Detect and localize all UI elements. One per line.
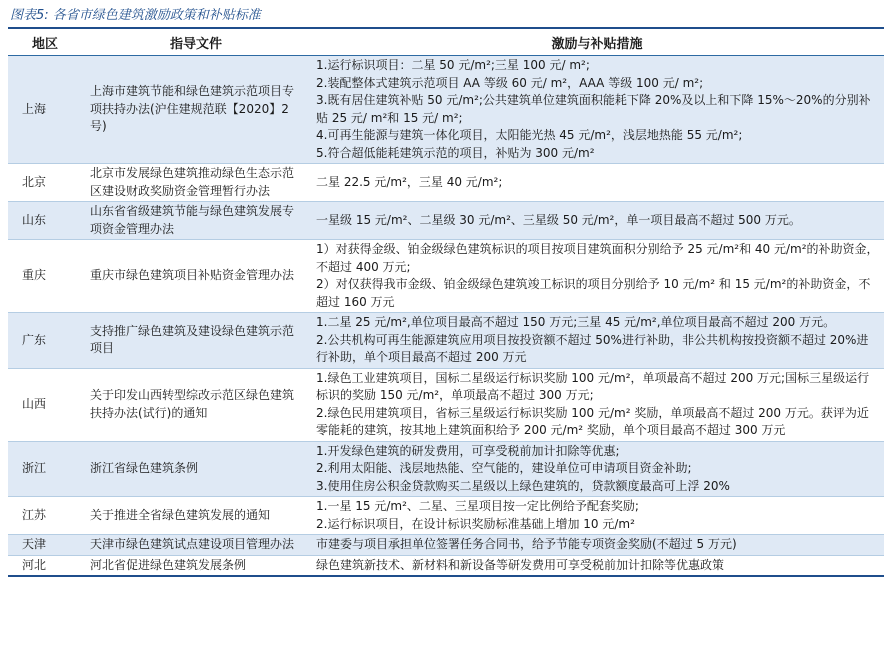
measures-cell (310, 164, 884, 202)
measure-item: 3.使用住房公积金贷款购买二星级以上绿色建筑的，贷款额度最高可上浮 20% (316, 478, 730, 493)
measures-cell (310, 56, 884, 164)
region-cell: 上海 (22, 101, 47, 116)
measure-item: 2.绿色民用建筑项目，省标三星级运行标识奖励 100 元/m² 奖励，单项最高不超过 200 万元。获评为近零能耗的建筑，按其地上建筑面积给予 200 元/m² 奖励，单个项目最高不超过 300 万元 (316, 405, 869, 437)
document-cell: 重庆市绿色建筑项目补贴资金管理办法 (90, 268, 295, 283)
header-region: 地区 (31, 36, 58, 52)
document-cell: 河北省促进绿色建筑发展条例 (90, 557, 247, 572)
measures-cell (310, 441, 884, 497)
measures-cell (310, 368, 884, 441)
measure-item: 2.公共机构可再生能源建筑应用项目按投资额不超过 50%进行补助，非公共机构按投资额不超过 20%进行补助，单个项目最高不超过 200 万元 (316, 332, 869, 364)
table-row (8, 56, 884, 164)
measure-item: 市建委与项目承担单位签署任务合同书，给予节能专项资金奖励(不超过 5 万元) (316, 537, 737, 551)
header-document: 指导文件 (169, 36, 222, 52)
table-row (8, 441, 884, 497)
measures-cell (310, 240, 884, 313)
region-cell: 北京 (22, 174, 47, 189)
measure-item: 2.运行标识项目，在设计标识奖励标准基础上增加 10 元/m² (316, 516, 635, 531)
measure-item: 1.运行标识项目：二星 50 元/m²;三星 100 元/ m²; (316, 58, 590, 72)
document-cell: 关于推进全省绿色建筑发展的通知 (90, 507, 271, 522)
region-cell: 天津 (22, 537, 47, 551)
measure-item: 1.开发绿色建筑的研发费用，可享受税前加计扣除等优惠; (316, 443, 620, 458)
document-cell: 上海市建筑节能和绿色建筑示范项目专项扶持办法(沪住建规范联【2020】2号) (90, 84, 295, 134)
table-row (8, 164, 884, 202)
region-cell: 江苏 (22, 507, 47, 522)
table-header (8, 28, 884, 56)
measure-item: 1.一星 15 元/m²、二星、三星项目按一定比例给予配套奖励; (316, 499, 639, 513)
table-row (8, 368, 884, 441)
measure-item: 2.装配整体式建筑示范项目 AA 等级 60 元/ m²，AAA 等级 100 元/ m²; (316, 75, 704, 90)
document-cell: 山东省省级建筑节能与绿色建筑发展专项资金管理办法 (90, 204, 295, 236)
table-row (8, 497, 884, 535)
header-measures: 激励与补贴措施 (551, 36, 643, 52)
measures-cell (310, 535, 884, 556)
document-cell: 关于印发山西转型综改示范区绿色建筑扶持办法(试行)的通知 (90, 388, 295, 420)
measure-item: 1）对获得金级、铂金级绿色建筑标识的项目按项目建筑面积分别给予 25 元/m²和 40 元/m²的补助资金，不超过 400 万元; (316, 242, 879, 274)
region-cell: 广东 (22, 332, 47, 347)
document-cell: 天津市绿色建筑试点建设项目管理办法 (90, 537, 295, 551)
measure-item: 1.二星 25 元/m²,单位项目最高不超过 150 万元;三星 45 元/m²,单位项目最高不超过 200 万元。 (316, 315, 836, 329)
region-cell: 河北 (22, 557, 47, 572)
region-cell: 山东 (22, 212, 47, 227)
table-row (8, 555, 884, 576)
table-row (8, 240, 884, 313)
document-cell: 支持推广绿色建筑及建设绿色建筑示范项目 (90, 323, 295, 356)
figure-title: 图表5: 各省市绿色建筑激励政策和补贴标准 (10, 8, 261, 23)
measure-item: 一星级 15 元/m²、二星级 30 元/m²、三星级 50 元/m²，单一项目最高不超过 500 万元。 (316, 212, 801, 227)
measures-cell (310, 555, 884, 576)
table-row (8, 535, 884, 556)
policy-table (8, 27, 884, 577)
measure-item: 3.既有居住建筑补贴 50 元/m²;公共建筑单位建筑面积能耗下降 20%及以上和下降 15%～20%的分别补贴 25 元/ m²和 15 元/ m²; (316, 93, 871, 125)
document-cell: 浙江省绿色建筑条例 (90, 461, 199, 475)
measure-item: 1.绿色工业建筑项目，国标二星级运行标识奖励 100 元/m²，单项最高不超过 200 万元;国标三星级运行标识的奖励 150 元/m²，单项最高不超过 300 万元; (316, 370, 870, 402)
table-body (8, 56, 884, 577)
region-cell: 浙江 (22, 461, 47, 475)
measure-item: 4.可再生能源与建筑一体化项目，太阳能光热 45 元/m²，浅层地热能 55 元/m²; (316, 128, 743, 142)
measures-cell (310, 202, 884, 240)
region-cell: 重庆 (22, 268, 47, 283)
measure-item: 二星 22.5 元/m²，三星 40 元/m²; (316, 174, 503, 189)
measures-cell (310, 313, 884, 369)
measures-cell (310, 497, 884, 535)
document-cell: 北京市发展绿色建筑推动绿色生态示范区建设财政奖励资金管理暂行办法 (90, 166, 295, 198)
measure-item: 2）对仅获得我市金级、铂金级绿色建筑竣工标识的项目分别给予 10 元/m² 和 15 元/m²的补助资金，不超过 160 万元 (316, 277, 871, 309)
table-row (8, 202, 884, 240)
measure-item: 2.利用太阳能、浅层地热能、空气能的，建设单位可申请项目资金补助; (316, 461, 692, 475)
measure-item: 5.符合超低能耗建筑示范的项目，补贴为 300 元/m² (316, 145, 595, 160)
region-cell: 山西 (22, 396, 47, 411)
measure-item: 绿色建筑新技术、新材料和新设备等研发费用可享受税前加计扣除等优惠政策 (316, 557, 725, 572)
table-row (8, 313, 884, 369)
